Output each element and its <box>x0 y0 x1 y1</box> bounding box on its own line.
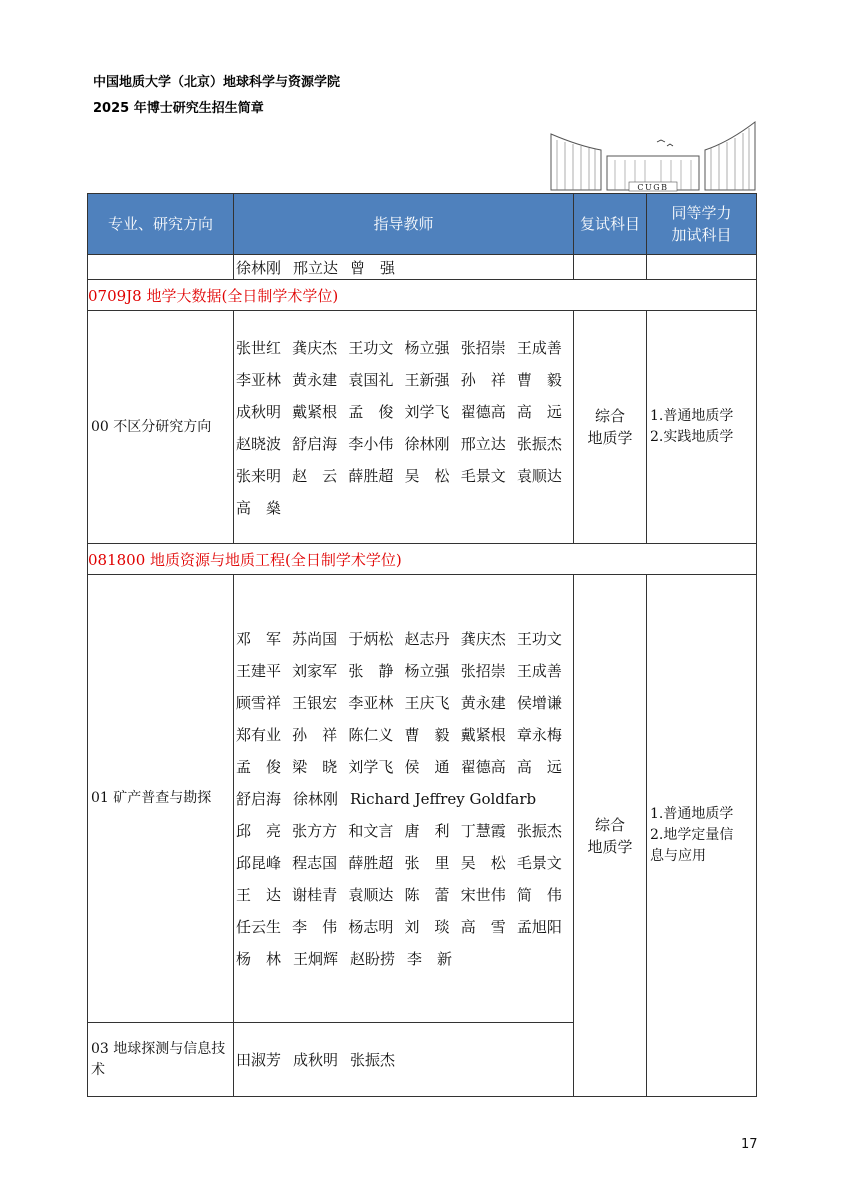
supervisor-row <box>236 363 573 395</box>
supervisor-list <box>236 1044 573 1076</box>
admissions-table <box>87 193 757 1097</box>
supervisor-name: 陈仁义 <box>348 726 394 744</box>
supervisor-name: 王 达 <box>236 886 282 904</box>
supervisor-name: 郑有业 <box>236 726 282 744</box>
supervisor-name: 邢立达 <box>460 434 506 453</box>
supervisor-name: 徐林刚 <box>236 258 282 277</box>
section-row-geo-resources <box>88 544 757 575</box>
supervisor-name: 翟德高 <box>460 758 506 776</box>
header-retest-subject: 复试科目 <box>574 194 647 255</box>
supervisor-name: 李小伟 <box>348 434 394 453</box>
supervisor-name: 曾 强 <box>350 258 396 277</box>
supervisor-name: 黄永建 <box>292 370 338 389</box>
supervisor-name: 孟 俊 <box>348 402 394 421</box>
supervisor-name: 刘 琰 <box>404 918 450 936</box>
supervisor-name: 王庆飞 <box>404 694 450 712</box>
supervisor-name: 毛景文 <box>460 466 506 485</box>
supervisor-row <box>236 255 573 279</box>
supervisor-row <box>236 395 573 427</box>
supervisor-name: 成秋明 <box>293 1051 339 1069</box>
section-title: 0709J8 地学大数据(全日制学术学位) <box>88 280 757 311</box>
supervisor-name: 黄永建 <box>460 694 506 712</box>
section-title: 081800 地质资源与地质工程(全日制学术学位) <box>88 544 757 575</box>
supervisor-row <box>236 847 573 879</box>
supervisor-name: 刘家军 <box>292 662 338 680</box>
supervisor-name: 王功文 <box>516 630 562 648</box>
supervisor-name: 张来明 <box>236 466 282 485</box>
supervisor-name: 杨 林 <box>236 950 282 968</box>
supervisor-name: 龚庆杰 <box>460 630 506 648</box>
supervisor-name: 戴紧根 <box>292 402 338 421</box>
supervisor-row <box>236 751 573 783</box>
supervisor-list <box>236 331 573 523</box>
supervisor-name: 宋世伟 <box>460 886 506 904</box>
supervisor-name: 戴紧根 <box>460 726 506 744</box>
supervisor-name: 薛胜超 <box>348 466 394 485</box>
supervisor-name: 简 伟 <box>516 886 562 904</box>
supervisor-name: 龚庆杰 <box>292 338 338 357</box>
supervisor-name: 袁国礼 <box>348 370 394 389</box>
supervisor-list <box>236 623 573 975</box>
supervisor-row <box>236 943 573 975</box>
header-major-direction: 专业、研究方向 <box>88 194 234 255</box>
supervisor-name: 王成善 <box>516 338 562 357</box>
logo-text: CUGB <box>637 183 669 192</box>
supervisor-name: 李 新 <box>407 950 453 968</box>
supervisor-name: 张招崇 <box>460 662 506 680</box>
header-title: 2025 年博士研究生招生简章 <box>93 101 264 116</box>
supervisor-name: 张招崇 <box>460 338 506 357</box>
supervisor-name: 舒启海 <box>236 790 282 808</box>
page-number: 17 <box>741 1137 758 1152</box>
supervisor-name: 孙 祥 <box>292 726 338 744</box>
supervisor-name: 张世红 <box>236 338 282 357</box>
supervisor-name: 袁顺达 <box>516 466 562 485</box>
supervisor-name: 孙 祥 <box>460 370 506 389</box>
extra-exam-subjects: 1.普通地质学 2.地学定量信息与应用 <box>647 575 757 1097</box>
supervisor-name: 刘学飞 <box>348 758 394 776</box>
supervisor-name: 王炯辉 <box>293 950 339 968</box>
supervisor-name: 侯 通 <box>404 758 450 776</box>
supervisor-name: 王成善 <box>516 662 562 680</box>
supervisor-name: 曹 毅 <box>404 726 450 744</box>
supervisor-row <box>236 1044 573 1076</box>
continuation-teachers <box>236 255 573 279</box>
supervisor-name: 孟 俊 <box>236 758 282 776</box>
supervisor-name: 张振杰 <box>350 1051 396 1069</box>
supervisor-name: 谢桂青 <box>292 886 338 904</box>
supervisor-name: 王功文 <box>348 338 394 357</box>
supervisor-name: 张振杰 <box>516 434 562 453</box>
supervisor-name: 赵 云 <box>292 466 338 485</box>
supervisor-name: 王新强 <box>404 370 450 389</box>
supervisor-name: 翟德高 <box>460 402 506 421</box>
supervisor-name: 苏尚国 <box>292 630 338 648</box>
supervisor-row <box>236 783 573 815</box>
supervisor-row <box>236 687 573 719</box>
supervisor-name: 高 雪 <box>460 918 506 936</box>
supervisor-name: 李亚林 <box>348 694 394 712</box>
supervisor-name: 邱 亮 <box>236 822 282 840</box>
research-direction: 00 不区分研究方向 <box>88 311 234 544</box>
supervisor-name: 侯增谦 <box>516 694 562 712</box>
supervisor-name: 王银宏 <box>292 694 338 712</box>
continuation-row <box>88 255 757 280</box>
supervisor-name: 高 远 <box>516 402 562 421</box>
supervisor-name: 于炳松 <box>348 630 394 648</box>
supervisor-name: 高 远 <box>516 758 562 776</box>
supervisor-name: 杨志明 <box>348 918 394 936</box>
supervisor-name: 田淑芳 <box>236 1051 282 1069</box>
supervisor-name: 赵晓波 <box>236 434 282 453</box>
supervisor-row <box>236 623 573 655</box>
supervisor-name: 徐林刚 <box>293 790 339 808</box>
supervisor-name: 舒启海 <box>292 434 338 453</box>
supervisor-name: 杨立强 <box>404 338 450 357</box>
supervisor-name: 顾雪祥 <box>236 694 282 712</box>
retest-subject: 综合 地质学 <box>574 311 647 544</box>
supervisor-name: 邢立达 <box>293 258 339 277</box>
supervisor-name: 章永梅 <box>516 726 562 744</box>
supervisor-name: 成秋明 <box>236 402 282 421</box>
header-institution: 中国地质大学（北京）地球科学与资源学院 <box>93 75 341 90</box>
section-row-geo-bigdata <box>88 280 757 311</box>
supervisor-name: 杨立强 <box>404 662 450 680</box>
header-supervisors: 指导教师 <box>234 194 574 255</box>
supervisor-name: 陈 蕾 <box>404 886 450 904</box>
supervisor-name: 李亚林 <box>236 370 282 389</box>
supervisor-name: 李 伟 <box>292 918 338 936</box>
supervisor-name: 邱昆峰 <box>236 854 282 872</box>
supervisor-name: 张 静 <box>348 662 394 680</box>
supervisor-name: 邓 军 <box>236 630 282 648</box>
supervisor-name: 吴 松 <box>404 466 450 485</box>
supervisor-name: 赵志丹 <box>404 630 450 648</box>
supervisor-name: 刘学飞 <box>404 402 450 421</box>
retest-subject: 综合 地质学 <box>574 575 647 1097</box>
university-building-logo <box>549 120 757 192</box>
supervisor-row <box>236 879 573 911</box>
supervisor-name: 薛胜超 <box>348 854 394 872</box>
table-row <box>88 575 757 1023</box>
table-row <box>88 311 757 544</box>
supervisor-name: 孟旭阳 <box>516 918 562 936</box>
supervisor-name: 吴 松 <box>460 854 506 872</box>
supervisor-row <box>236 331 573 363</box>
supervisor-name: 毛景文 <box>516 854 562 872</box>
supervisor-name: 曹 毅 <box>516 370 562 389</box>
supervisor-name: 和文言 <box>348 822 394 840</box>
extra-exam-subjects: 1.普通地质学 2.实践地质学 <box>647 311 757 544</box>
supervisor-row <box>236 459 573 491</box>
supervisor-name: 袁顺达 <box>348 886 394 904</box>
supervisor-name: 梁 晓 <box>292 758 338 776</box>
research-direction: 01 矿产普查与勘探 <box>88 575 234 1023</box>
header-extra-exam: 同等学力加试科目 <box>647 194 757 255</box>
supervisor-name: 张振杰 <box>516 822 562 840</box>
supervisor-name: 唐 利 <box>404 822 450 840</box>
supervisor-name: Richard Jeffrey Goldfarb <box>350 789 537 808</box>
supervisor-row <box>236 491 573 523</box>
research-direction: 03 地球探测与信息技术 <box>88 1023 234 1097</box>
supervisor-name: 丁慧霞 <box>460 822 506 840</box>
supervisor-name: 徐林刚 <box>404 434 450 453</box>
supervisor-name: 张 里 <box>404 854 450 872</box>
supervisor-row <box>236 719 573 751</box>
supervisor-name: 程志国 <box>292 854 338 872</box>
supervisor-row <box>236 655 573 687</box>
table-header-row <box>88 194 757 255</box>
supervisor-row <box>236 427 573 459</box>
supervisor-name: 赵盼捞 <box>350 950 396 968</box>
supervisor-row <box>236 815 573 847</box>
supervisor-row <box>236 911 573 943</box>
supervisor-name: 任云生 <box>236 918 282 936</box>
supervisor-name: 高 燊 <box>236 498 282 517</box>
supervisor-name: 张方方 <box>292 822 338 840</box>
supervisor-name: 王建平 <box>236 662 282 680</box>
